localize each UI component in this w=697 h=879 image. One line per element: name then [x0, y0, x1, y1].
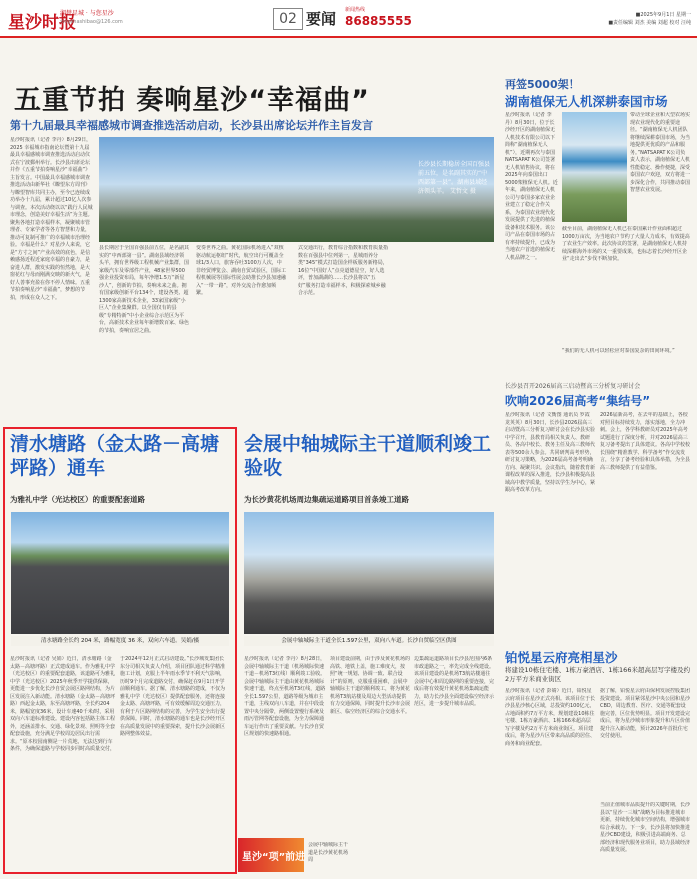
right-story-subhead: 为长沙黄花机场周边集疏运道路项目首条竣工道路 — [244, 495, 409, 504]
right-bottom-headline: 铂悦星云府亮相星沙 — [505, 650, 618, 665]
left-story-body-col1: 星沙时报讯（记者 吴娟）近日，清水塘路（金太路－高塘坪路）正式建成通车。作为雅礼中学（光达校区）的重要配套道路，该道路可为雅礼中学（光达校区）2025年秋季开学提供保障，更能进一步优化长沙自贸会展区路网结构，为片区发展注入新动能。清水塘路（金太路－高塘坪路）西起金太路，东至高塘坪路，全长约204米，路幅宽度36米，设计车速40千米/时，采用双向六车道标准建设。建设内容包括路主体工程外，还涵盖排水、交通、绿化景观、照明等全套配套设施，充分满足学校周边居民出行需求。“原本校园南侧是一片荒地，无法达到行车条件，为确保道路与学校同步同时高质量交付， — [10, 656, 116, 752]
masthead-slogan: 湘楚星城 · 与您星沙 — [60, 10, 114, 17]
right-story-headline: 会展中轴城际主干道顺利竣工验收 — [244, 433, 492, 479]
right-bottom-body-col3: 当前正值城市品质提升的关键时期，长沙县以“星沙一三城”战略为目标推进城市更新，持续优化城市空间结构，增强城市综合承载力。下一步，长沙县将加快推进星沙CBD建设，积极引进高端商务、总部经济和现代服务业项目，助力县域经济高质量发展。 — [600, 802, 690, 853]
right-top-caption: “我们的无人机可以轻松应对泰国复杂的田间环境。” — [562, 348, 675, 354]
right-mid-body-col1: 星沙时报讯（记者 文衡图 通讯员 罗霞 龙英英）8月30日，长沙县2026届高三启动暨高三分析复习研讨会在长沙县实验中学召开，县教育局相关负责人、教研员、各高中校长、教务主任及高三教师代表等500余人参会。共同研判高考形势，研讨复习策略，为2026届高考备考明确方向、凝聚共识。会议指出，随着教育新课程改革的深入推进，长沙县积极提高县域高中教学质量，坚持以学生为中心，紧跟高考改革方向。 — [505, 412, 595, 493]
left-story-headline: 清水塘路（金太路－高塘坪路）通车 — [10, 433, 220, 479]
left-story-subhead: 为雅礼中学（光达校区）的重要配套道路 — [10, 495, 145, 504]
right-top-body-col1: 星沙时报讯（记者 李丹）8月30日，位于长沙经开区的湖南植保无人机技术有限公司以下简称“湖南植保无人机”），近期再次与泰国NATSAPAT K公司签署无人机销售协议，将在2025年向泰国出口5000架植保无人机。近年来，湖南植保无人机公司与泰国多家农业企业建立了稳定合作关系，为泰国农业现代化发展提供了先进的植保设备和技术服务。该公司产品在泰国市场的占有率持续提升，已成为当地农户首选的植保无人机品牌之一。 — [505, 112, 558, 261]
editor-line: ■责任编辑 刘杰 美编 刘超 校对 汪纯 — [608, 20, 691, 26]
right-top-kicker: 再签5000架！ — [505, 78, 580, 91]
newspaper-logo: 星沙时报 — [8, 13, 76, 33]
promo-text: 会展中轴城际主干道是长沙黄花机场周 — [308, 842, 348, 863]
right-bottom-body-col1: 星沙时报讯（记者 彭婧）近日，铂悦星云府项目在星沙正式亮相。该项目位于长沙县星沙核心区域，总投资约100亿元，占地面积约7万平方米，规划建设10栋住宅楼、1栋万豪酒店、1栋166米超高层写字楼及约2万平方米商业街区。项目建成后，将为星沙片区带来高品质的居住、商务和商业配套。 — [505, 688, 595, 747]
right-story-body-col1: 星沙时报讯（记者 李丹）8月28日，会展中轴城际主干道（机场城际快速干道－机场T3红线）顺利竣工验收。会展中轴城际主干道由黄花机场城际快速干道，终点至机场T3红线，道路全长1.597公里，道路等级为城市主干道，主线双向八车道，并在中段设置中央分隔带，两侧设置慢行系统及雨污管网等配套设施，为全力保障通车运行作出了重要贡献。与长沙自贸区规划的快速路相通。 — [244, 656, 326, 737]
right-story-caption: 会展中轴城际主干道全长1.597公里，双向八车道。长沙自贸临空区供图 — [244, 636, 494, 646]
right-top-headline: 湖南植保无人机深耕泰国市场 — [505, 94, 668, 109]
lead-body-col1: 星沙时报讯（记者 李丹）8月29日，2025 幸福城市指南论坛暨第十九届最具幸福感城市调查推选活动启动仪式在宁波鄞州举行。长沙县出席论坛并作《五重节拍奏响星沙“幸福曲”》主旨发言。中国最具幸福感城市调查推选活动由新华社《瞭望东方周刊》与瞭望智库共同主办，至今已连续成功举办十九届，累计超过10亿人次参与调查。本次活动绕以以“践行人民城市理念，创造美好幸福生活”为主题。聚焦各地打造幸福样本，凝聚城市管理者、专家学者等各方智慧和力量，推动可复制可推广的幸福城市治理经验。幸福是什么？对星沙人来说，它是“方寸之间”产业高效的底色，是信赖感扬近程近家庭幸福的自豪力，是奋进人群，激发实践的恒然地，是大窗花红与母而刚满交映的新火气，是好人善事充盈在你不停人情味。五重节拍奏响星沙“幸福曲”，梦想的节拍，形成在众人之下。 — [10, 137, 93, 301]
lead-subhead: 第十九届最具幸福感城市调查推选活动启动，长沙县出席论坛并作主旨发言 — [10, 119, 373, 132]
promo-title: 星沙“项”前进 — [242, 852, 306, 863]
right-bottom-subhead: 将建设10栋住宅楼、1栋万豪酒店、1栋166米超高层写字楼及约2万平方米商业街区 — [505, 666, 690, 683]
right-mid-headline: 吹响2026届高考“集结号” — [505, 394, 651, 408]
lead-body-col2: 县长期居于全国百强县前五位，是名副其实的“中西部第一县”。湖南县域经济领头羊，拥有世界级工程机械产业集群，国家级汽车及零部件产业，48家世界500强企业投资布局，每年净增1.5万“新星沙人”，创新的节拍，奏响未来之曲。拥有国家级创新平台134个，建设各类、超1300家高新技术企业，33家国家级“小巨人”企业集聚群。以全国仅有的县级“专精特新”中小企业综合示范区为平台，高新技术企业每年新增数百家、绿色的节拍，奏响宜居之曲。 — [99, 245, 189, 334]
hotline-label: 新闻热线 — [345, 7, 366, 13]
masthead-email: xingshashibao@126.com — [60, 19, 123, 25]
lead-body-col3: 变奏世界之曲。黄花国际机场进入“双核驱动航运枢纽”时代，航空出行可覆盖全球1/3人口，旅客吞吐3100万人次，中非经贸博览会、湖南自贸试验区，国际工程机械展等国际性展会助推长沙县加速融入“一带一路”，对外交流合作愈加频繁。 — [196, 245, 286, 296]
left-story-photo — [11, 512, 229, 634]
date-line: ■2025年9月1日 星期一 — [635, 12, 691, 18]
right-mid-body-col2: 2026届新高考，在去年的基础上，各校对照目标持续发力，落实落地，全力冲刺。会上，各学科教研员对2025年高考试题进行了深度分析，并对2026届高三复习备考提出了具体建议。各高中学校校长围绕“精准教学、科学备考”作交流发言，分享了备考经验和具体举措，为全县高三教师提供了有益借鉴。 — [600, 412, 690, 471]
page-number: 02 — [273, 8, 303, 30]
section-title: 要闻 — [306, 10, 337, 28]
right-story-body-col3: 边集疏运道路项目长沙县范围内6条市政道路之一，率先完成全线建设。该项目建设的是机场T3航站楼通往会展中心和周边路网的重要连接，完成后将有效提升黄花机场集疏运能力，助力长沙县全面建设临空经济示范区，进一步提升城市品质。 — [414, 656, 494, 707]
right-mid-kicker: 长沙县召开2026届高三启动暨高三分析复习研讨会 — [505, 383, 641, 390]
lead-headline: 五重节拍 奏响星沙“幸福曲” — [14, 85, 370, 116]
left-story-body-col2: 于2024年12月正式启动建设。”长沙城发集团长东分司相关负责人介绍，项目团队通过科学精准施工计划，克服上半年雨水季节不利天气影响，历时9个月完成道路交付，确保赶在9月1日开学前顺利通车。据了解，清水塘路的建成，不仅为雅礼中学（光达校区）提供配套服务，还将连接金太路、高塘坪路，可有效缓解周边交通压力，有利于片区路网结构的完善，为学生安全出行提供保障。同时，清水塘路的通车也是长沙经开区在高质量发展中的重要探索，提升长沙会展新区路网整体效益。 — [120, 656, 226, 737]
right-top-body-col3: 截至目前，湖南植保无人机已在泰国累计作业面积超过1000万亩次，为当地农户节约了大量人力成本，有效提高了农业生产效率。此次协议的签署，是湖南植保无人机持续深耕海外市场的又一重要成果，也标志着长沙经开区企业“走出去”步伐不断加快。 — [562, 226, 690, 262]
date-info — [596, 11, 691, 27]
lead-body-col4: 式交通出行，教育综合指数和教育质量指数在百强县中位列第一，星城雨养分类“345”模式打造国企样板服务新格局，16位“中国好人”点亮道德星空，好人选评，普加湖湖的……长沙县将以“五好”服务打造幸福样本，积极探索城乡融合示范。 — [298, 245, 388, 296]
promo-banner — [238, 838, 304, 872]
right-bottom-body-col2: 据了解，铂悦星云府由保利发展控股集团投资建设。项目紧邻星沙中央公园和星沙CBD，周边教育、医疗、交通等配套设施完善，区位优势明显。项目开发建设完成后，将为星沙城市形象提升和片区价值提升注入新动能，预计2026年首批住宅交付使用。 — [600, 688, 690, 739]
drone-photo — [562, 112, 627, 222]
lead-caption: 长沙县长期稳居全国百强县前五位，是名副其实的“中西部第一县”。湖南县域经济领头羊。 艾哲文 摄 — [418, 161, 491, 195]
right-top-body-col2: 带动全球企业和大型农场实现农业现代化的重要途径。“湖南植保无人机团队将继续深耕泰国市场，为当地提供更优质的产品和服务。”NATSAPAT K公司负责人表示，湖南植保无人机性能稳定、操作便捷，深受泰国农户欢迎，双方将进一步深化合作，共同推动泰国智慧农业发展。 — [630, 112, 690, 193]
hotline-number: 86885555 — [345, 14, 412, 28]
right-story-body-col2: 项目建设前期，由于涉及黄花机场的高铁、地铁上盖，施工难度大，按照“统一规划、协调一致、联合设计”的原则，克服重重困难，会展中轴城际主干道的顺利竣工，将为黄花机场T3航站楼及周边大型活动提供有力交通保障，同时提升长沙市会展新区、临空经济区的综合交通水平。 — [330, 656, 410, 715]
right-story-photo — [244, 512, 494, 634]
left-story-caption: 清水塘路全长约 204 米，路幅宽度 36 米，双向六车道。吴娟/摄 — [11, 636, 229, 646]
